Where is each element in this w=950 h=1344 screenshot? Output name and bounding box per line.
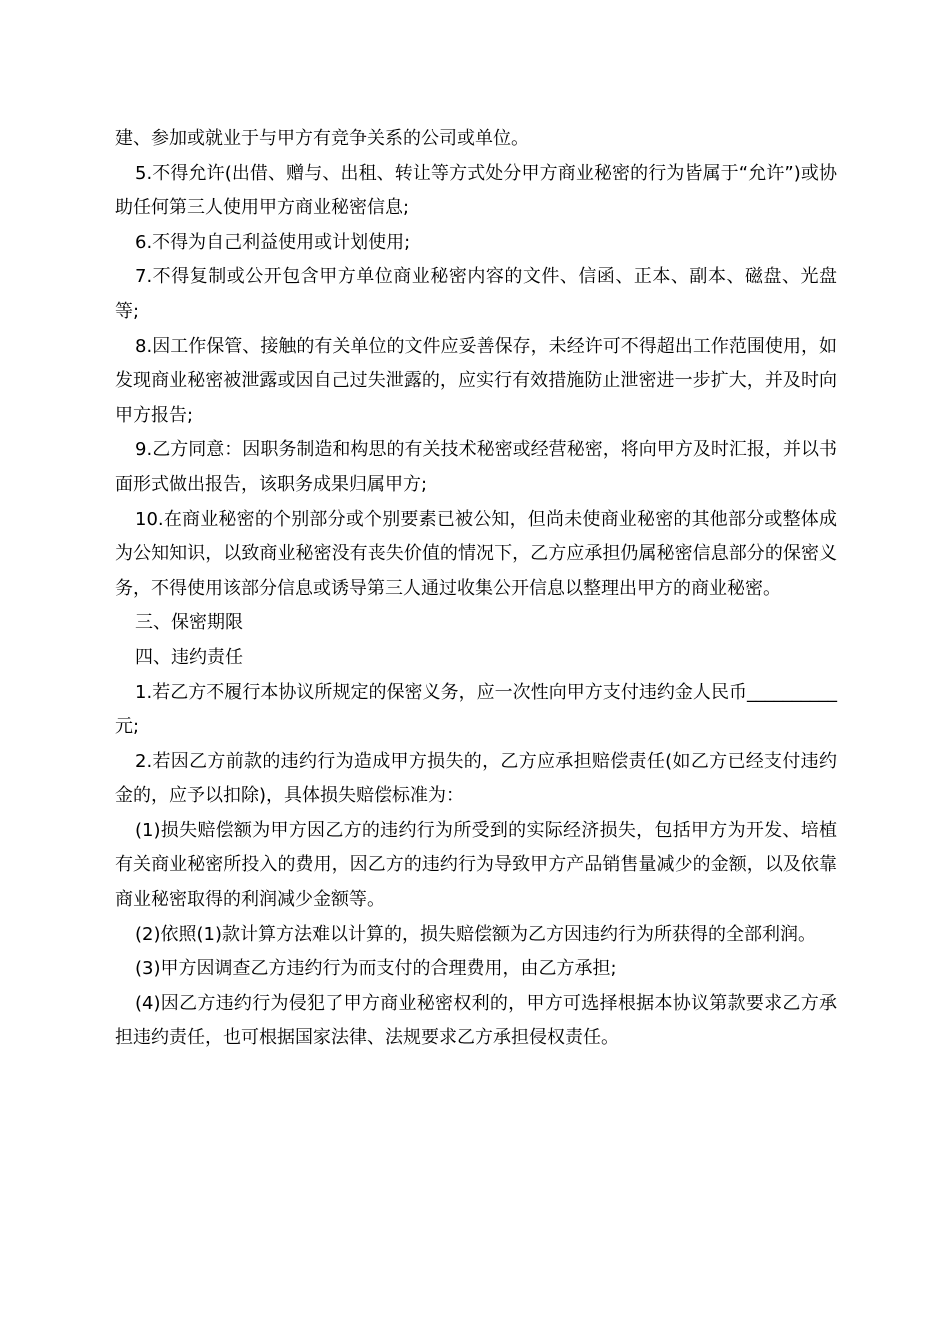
clause-10: 10.在商业秘密的个别部分或个别要素已被公知，但尚未使商业秘密的其他部分或整体成为公知知识，以致商业秘密没有丧失价值的情况下，乙方应承担仍属秘密信息部分的保密义务，不得使用该部分信息或诱导第三人通过收集公开信息以整理出甲方的商业秘密。: [115, 508, 837, 599]
clause-7: 7.不得复制或公开包含甲方单位商业秘密内容的文件、信函、正本、副本、磁盘、光盘等;: [115, 266, 837, 322]
liability-subclause-1: (1)损失赔偿额为甲方因乙方的违约行为所受到的实际经济损失，包括甲方为开发、培植有关商业秘密所投入的费用，因乙方的违约行为导致甲方产品销售量减少的金额，以及依靠商业秘密取得的利润减少金额等。: [115, 819, 837, 911]
clause-6: 6.不得为自己利益使用或计划使用;: [135, 231, 411, 253]
section-heading-confidentiality-period: 三、保密期限: [135, 612, 243, 634]
section-heading-liability: 四、违约责任: [135, 646, 243, 668]
clause-9: 9.乙方同意：因职务制造和构思的有关技术秘密或经营秘密，将向甲方及时汇报，并以书面形式做出报告，该职务成果归属甲方;: [115, 439, 837, 495]
liability-clause-1: 1.若乙方不履行本协议所规定的保密义务，应一次性向甲方支付违约金人民币__________元;: [115, 681, 837, 738]
liability-subclause-4: (4)因乙方违约行为侵犯了甲方商业秘密权利的，甲方可选择根据本协议第款要求乙方承担违约责任，也可根据国家法律、法规要求乙方承担侵权责任。: [115, 992, 837, 1049]
liability-subclause-3: (3)甲方因调查乙方违约行为而支付的合理费用，由乙方承担;: [135, 958, 617, 980]
paragraph-continuation: 建、参加或就业于与甲方有竞争关系的公司或单位。: [115, 128, 529, 149]
document-body: [115, 122, 837, 1056]
clause-8: 8.因工作保管、接触的有关单位的文件应妥善保存，未经许可不得超出工作范围使用，如发现商业秘密被泄露或因自己过失泄露的，应实行有效措施防止泄密进一步扩大，并及时向甲方报告;: [115, 335, 837, 426]
liability-subclause-2: (2)依照(1)款计算方法难以计算的，损失赔偿额为乙方因违约行为所获得的全部利润。: [135, 923, 816, 945]
clause-5: 5.不得允许(出借、赠与、出租、转让等方式处分甲方商业秘密的行为皆属于“允许”)或协助任何第三人使用甲方商业秘密信息;: [115, 162, 837, 219]
liability-clause-2: 2.若因乙方前款的违约行为造成甲方损失的，乙方应承担赔偿责任(如乙方已经支付违约金的，应予以扣除)，具体损失赔偿标准为：: [115, 750, 837, 807]
